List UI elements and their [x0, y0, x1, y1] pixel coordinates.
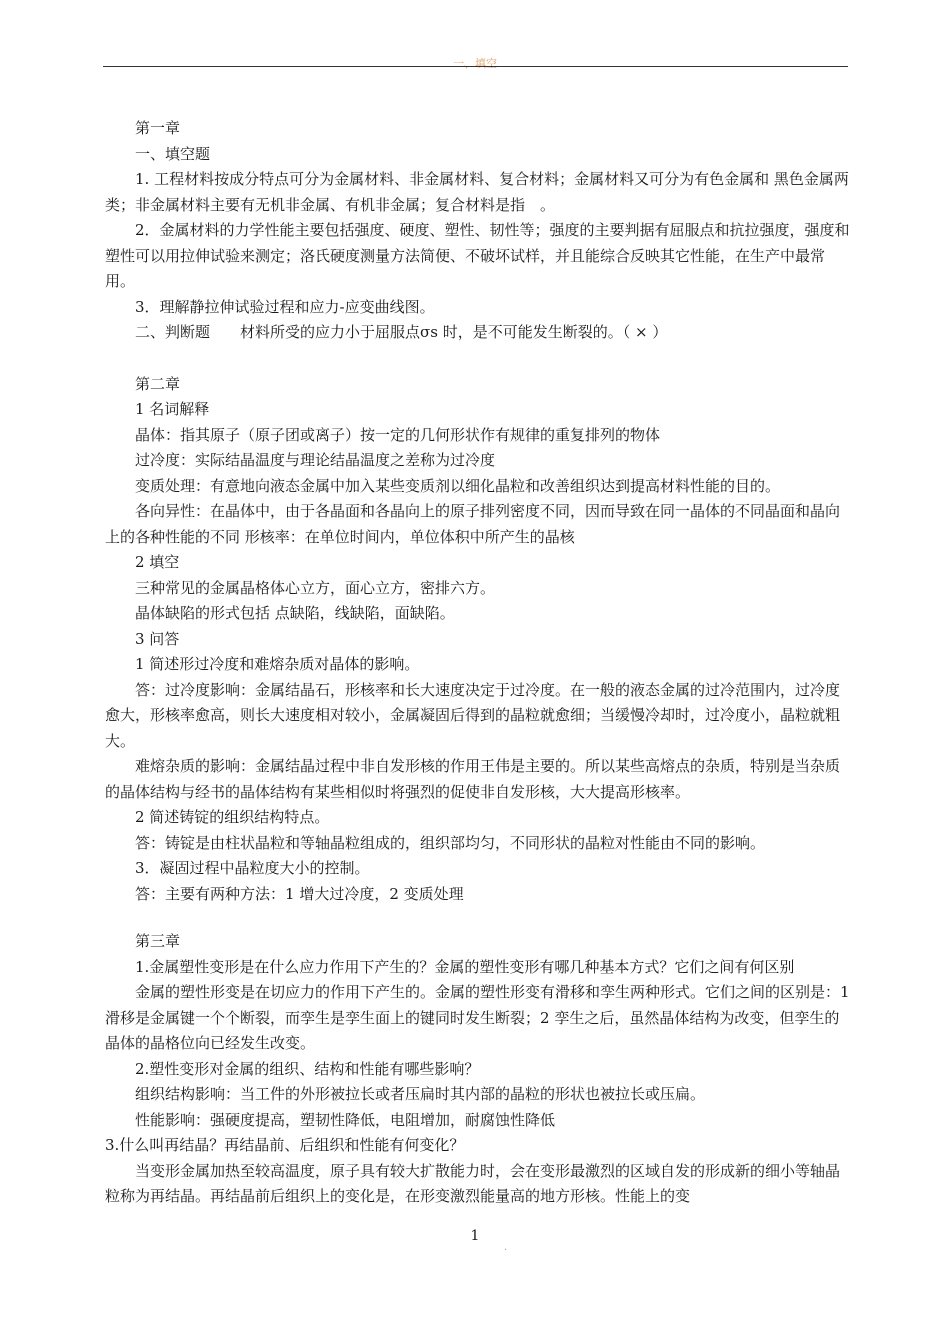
- paragraph: 晶体缺陷的形式包括 点缺陷，线缺陷，面缺陷。: [135, 604, 455, 622]
- section-heading: 2 填空: [135, 553, 180, 571]
- answer: 答：铸锭是由柱状晶粒和等轴晶粒组成的，组织部均匀，不同形状的晶粒对性能由不同的影响。: [135, 833, 766, 852]
- header-text: 一、填空: [453, 57, 497, 70]
- question: 3．凝固过程中晶粒度大小的控制。: [135, 859, 370, 877]
- paragraph: 三种常见的金属晶格体心立方，面心立方，密排六方。: [135, 578, 496, 597]
- definition: 变质处理：有意地向液态金属中加入某些变质剂以细化晶粒和改善组织达到提高材料性能的目的。: [135, 476, 781, 495]
- document-body: [105, 116, 850, 1210]
- section-heading: 一、填空题: [135, 144, 211, 163]
- chapter-1-title: 第一章: [135, 119, 181, 137]
- definition: 过冷度：实际结晶温度与理论结晶温度之差称为过冷度: [135, 451, 496, 469]
- section-heading: 3 问答: [135, 629, 180, 648]
- answer: 性能影响：强硬度提高，塑韧性降低，电阻增加，耐腐蚀性降低: [135, 1110, 556, 1129]
- answer: 金属的塑性形变是在切应力的作用下产生的。金属的塑性形变有滑移和孪生两种形式。它们之间的区别是：1 滑移是金属键一个个断裂，而孪生是孪生面上的键同时发生断裂；2 孪生之后，虽然晶体结构为改变，但孪生的晶体的晶格位向已经发生改变。: [105, 983, 850, 1052]
- chapter-3-title: 第三章: [135, 932, 181, 950]
- definition: 晶体：指其原子（原子团或离子）按一定的几何形状作有规律的重复排列的物体: [135, 425, 661, 444]
- page-number: 1: [470, 1228, 480, 1244]
- answer: 难熔杂质的影响：金属结晶过程中非自发形核的作用王伟是主要的。所以某些高熔点的杂质，特别是当杂质的晶体结构与经书的晶体结构有某些相似时将强烈的促使非自发形核，大大提高形核率。: [105, 757, 841, 801]
- footer-dot-mark: .: [504, 1242, 508, 1253]
- paragraph: 1. 工程材料按成分特点可分为金属材料、非金属材料、复合材料；金属材料又可分为有色金属和 黑色金属两类；非金属材料主要有无机非金属、有机非金属；复合材料是指 。: [105, 170, 849, 214]
- paragraph: 2．金属材料的力学性能主要包括强度、硬度、塑性、韧性等；强度的主要判据有屈服点和抗拉强度，强度和塑性可以用拉伸试验来测定；洛氏硬度测量方法简便、不破坏试样，并且能综合反映其它性能，在生产中最常用。: [105, 221, 850, 290]
- answer: 组织结构影响：当工件的外形被拉长或者压扁时其内部的晶粒的形状也被拉长或压扁。: [135, 1085, 706, 1103]
- answer: 当变形金属加热至较高温度，原子具有较大扩散能力时，会在变形最激烈的区域自发的形成新的细小等轴晶粒称为再结晶。再结晶前后组织上的变化是，在形变激烈能量高的地方形核。性能上的变: [105, 1161, 841, 1205]
- section-heading: 1 名词解释: [135, 400, 210, 418]
- section-heading: 二、判断题 材料所受的应力小于屈服点σs 时，是不可能发生断裂的。（ × ）: [135, 323, 668, 341]
- question: 1 简述形过冷度和难熔杂质对晶体的影响。: [135, 655, 420, 673]
- question: 1.金属塑性变形是在什么应力作用下产生的？金属的塑性变形有哪几种基本方式？它们之间有何区别: [135, 957, 795, 976]
- answer: 答：过冷度影响：金属结晶石，形核率和长大速度决定于过冷度。在一般的液态金属的过冷范围内，过冷度愈大，形核率愈高，则长大速度相对较小，金属凝固后得到的晶粒就愈细；当缓慢冷却时，过冷度小，晶粒就粗大。: [105, 680, 841, 750]
- question: 2.塑性变形对金属的组织、结构和性能有哪些影响？: [135, 1059, 480, 1078]
- question: 3.什么叫再结晶？再结晶前、后组织和性能有何变化？: [105, 1136, 465, 1154]
- definition: 各向异性：在晶体中，由于各晶面和各晶向上的原子排列密度不同，因而导致在同一晶体的不同晶面和晶向上的各种性能的不同 形核率：在单位时间内，单位体积中所产生的晶核: [105, 502, 841, 546]
- chapter-2-title: 第二章: [135, 374, 181, 393]
- paragraph: 3．理解静拉伸试验过程和应力-应变曲线图。: [135, 297, 435, 316]
- header-rule: [103, 66, 848, 67]
- answer: 答：主要有两种方法：1 增大过冷度，2 变质处理: [135, 884, 464, 903]
- question: 2 简述铸锭的组织结构特点。: [135, 808, 330, 826]
